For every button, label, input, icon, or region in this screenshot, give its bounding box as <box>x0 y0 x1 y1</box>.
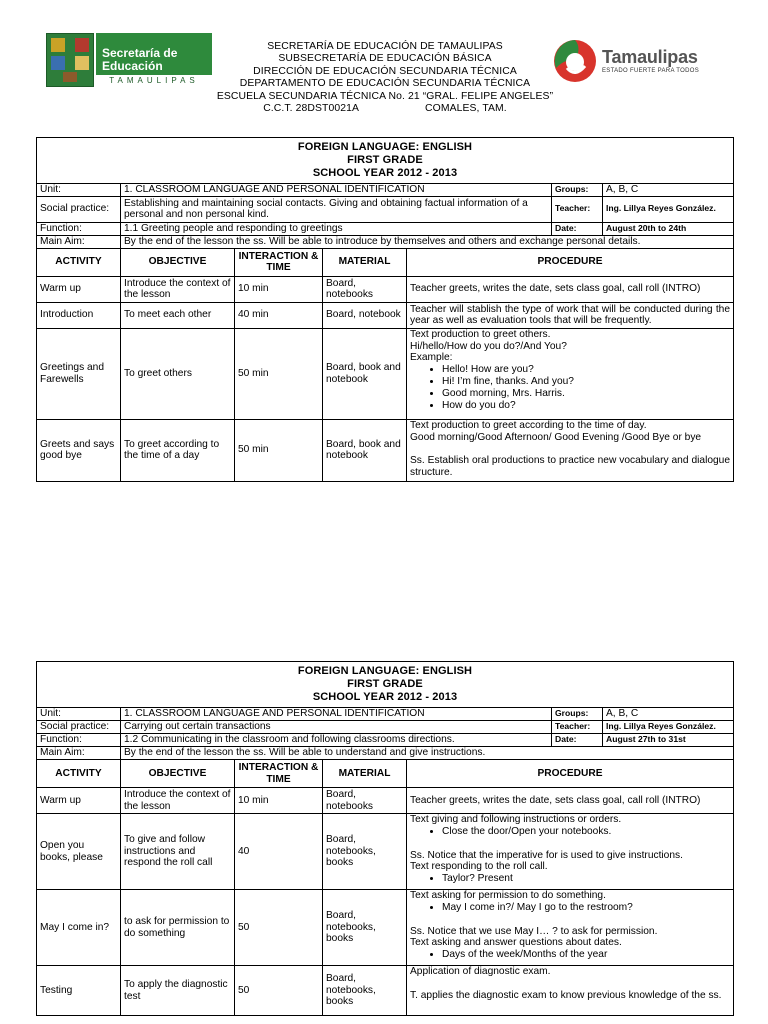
material-cell: Board, book and notebook <box>323 328 407 419</box>
social-practice-value: Establishing and maintaining social contacts. Giving and obtaining factual information of a personal and non personal kind. <box>121 196 552 222</box>
time-cell: 10 min <box>235 276 323 302</box>
list-item: • Days of the week/Months of the year <box>442 949 730 961</box>
procedure-line: Example: <box>410 352 453 364</box>
procedure-cell <box>407 890 734 966</box>
school-town: COMALES, TAM. <box>425 103 507 115</box>
title-line: SCHOOL YEAR 2012 - 2013 <box>312 691 458 703</box>
time-cell: 50 <box>235 890 323 966</box>
time-cell: 50 min <box>235 328 323 419</box>
tamaulipas-shield-icon <box>46 33 94 87</box>
list-item: • Hi! I’m fine, thanks. And you? <box>442 376 730 388</box>
objective-cell: Introduce the context of the lesson <box>121 276 235 302</box>
objective-cell: To greet others <box>121 328 235 419</box>
groups-label: Groups: <box>552 708 603 721</box>
list-item: • Taylor? Present <box>442 873 730 885</box>
heading-line: ESCUELA SECUNDARIA TÉCNICA No. 21 “GRAL. FELIPE ANGELES” <box>216 90 554 102</box>
unit-label: Unit: <box>37 708 121 721</box>
logo-line-2: Educación <box>102 59 163 73</box>
procedure-cell: Teacher greets, writes the date, sets class goal, call roll (INTRO) <box>407 788 734 814</box>
time-cell: 10 min <box>235 788 323 814</box>
social-practice-label: Social practice: <box>37 721 121 734</box>
activity-cell: Open you books, please <box>37 814 121 890</box>
activity-cell: Warm up <box>37 276 121 302</box>
table-row <box>37 419 734 481</box>
function-value: 1.1 Greeting people and responding to greetings <box>121 222 552 235</box>
date-value: August 27th to 31st <box>603 734 734 747</box>
social-practice-label: Social practice: <box>37 196 121 222</box>
material-cell: Board, notebooks <box>323 788 407 814</box>
heading-line: SECRETARÍA DE EDUCACIÓN DE TAMAULIPAS <box>267 41 503 52</box>
material-cell: Board, book and notebook <box>323 419 407 481</box>
procedure-line: Text production to greet others. <box>410 328 551 340</box>
procedure-line: Text asking and answer questions about dates. <box>410 937 622 949</box>
objective-cell: To apply the diagnostic test <box>121 966 235 1016</box>
tamaulipas-name: Tamaulipas <box>602 47 698 67</box>
activity-cell: Testing <box>37 966 121 1016</box>
column-header-procedure: PROCEDURE <box>407 760 734 788</box>
dates-list <box>410 949 730 961</box>
table-row <box>37 302 734 328</box>
unit-label: Unit: <box>37 184 121 197</box>
material-cell: Board, notebook <box>323 302 407 328</box>
table-row <box>37 276 734 302</box>
table-row <box>37 328 734 419</box>
time-cell: 40 min <box>235 302 323 328</box>
time-cell: 50 min <box>235 419 323 481</box>
objective-cell: To greet according to the time of a day <box>121 419 235 481</box>
activity-cell: Introduction <box>37 302 121 328</box>
list-item: • Hello! How are you? <box>442 364 730 376</box>
title-line: FIRST GRADE <box>347 154 423 166</box>
lesson-table <box>36 137 734 482</box>
teacher-label: Teacher: <box>552 196 603 222</box>
tamaulipas-slogan: ESTADO FUERTE PARA TODOS <box>602 68 699 74</box>
groups-label: Groups: <box>552 184 603 197</box>
title-line: SCHOOL YEAR 2012 - 2013 <box>312 167 458 179</box>
material-cell: Board, notebooks, books <box>323 890 407 966</box>
tamaulipas-government-logo <box>552 38 717 84</box>
school-cct: C.C.T. 28DST0021A <box>263 103 360 115</box>
procedure-cell <box>407 328 734 419</box>
column-header-material: MATERIAL <box>323 760 407 788</box>
school-code-line <box>200 103 570 115</box>
heading-line: SUBSECRETARÍA DE EDUCACIÓN BÁSICA <box>278 53 492 65</box>
procedure-line: Good morning/Good Afternoon/ Good Evening /Good Bye or bye <box>410 431 702 443</box>
lesson-plan-2 <box>36 661 733 1016</box>
activity-cell: Greetings and Farewells <box>37 328 121 419</box>
column-header-interaction-time: INTERACTION & TIME <box>235 760 323 788</box>
logo-line-3: TAMAULIPAS <box>96 75 212 87</box>
logo-line-1: Secretaría de <box>102 46 178 60</box>
main-aim-label: Main Aim: <box>37 747 121 760</box>
procedure-cell: Teacher will stablish the type of work that will be conducted during the year as well as evaluation tools that will be frequently. <box>407 302 734 328</box>
column-header-material: MATERIAL <box>323 248 407 276</box>
main-aim-value: By the end of the lesson the ss. Will be able to understand and give instructions. <box>121 747 734 760</box>
example-list <box>410 364 730 411</box>
procedure-line: Text responding to the roll call. <box>410 861 548 873</box>
list-item: • Good morning, Mrs. Harris. <box>442 388 730 400</box>
activity-cell: Greets and says good bye <box>37 419 121 481</box>
lesson-plan-1 <box>36 137 733 482</box>
title-line: FOREIGN LANGUAGE: ENGLISH <box>297 665 473 677</box>
list-item: • Close the door/Open your notebooks. <box>442 826 730 838</box>
column-header-activity: ACTIVITY <box>37 248 121 276</box>
title-line: FIRST GRADE <box>347 678 423 690</box>
procedure-line: Ss. Notice that the imperative for is used to give instructions. <box>410 849 683 861</box>
lesson-table <box>36 661 734 1016</box>
material-cell: Board, notebooks, books <box>323 966 407 1016</box>
function-label: Function: <box>37 734 121 747</box>
groups-value: A, B, C <box>603 708 734 721</box>
main-aim-label: Main Aim: <box>37 235 121 248</box>
lesson-title <box>37 662 734 708</box>
time-cell: 50 <box>235 966 323 1016</box>
activity-cell: May I come in? <box>37 890 121 966</box>
procedure-line: T. applies the diagnostic exam to know previous knowledge of the ss. <box>410 989 722 1001</box>
date-label: Date: <box>552 734 603 747</box>
procedure-line: Application of diagnostic exam. <box>410 966 551 977</box>
social-practice-value: Carrying out certain transactions <box>121 721 552 734</box>
procedure-cell <box>407 814 734 890</box>
objective-cell: to ask for permission to do something <box>121 890 235 966</box>
heading-line: DEPARTAMENTO DE EDUCACIÓN SECUNDARIA TÉCNICA <box>239 78 531 90</box>
material-cell: Board, notebooks <box>323 276 407 302</box>
teacher-value: Ing. Lillya Reyes González. <box>603 196 734 222</box>
column-header-objective: OBJECTIVE <box>121 248 235 276</box>
table-row <box>37 814 734 890</box>
tamaulipas-swirl-icon <box>552 38 598 84</box>
permission-list <box>410 902 730 914</box>
procedure-line: Hi/hello/How do you do?/And You? <box>410 340 567 352</box>
procedure-line: Text production to greet according to the time of day. <box>410 419 647 431</box>
teacher-value: Ing. Lillya Reyes González. <box>603 721 734 734</box>
date-label: Date: <box>552 222 603 235</box>
procedure-cell <box>407 966 734 1016</box>
procedure-cell <box>407 419 734 481</box>
secretaria-educacion-logo <box>46 33 212 87</box>
date-value: August 20th to 24th <box>603 222 734 235</box>
teacher-label: Teacher: <box>552 721 603 734</box>
column-header-procedure: PROCEDURE <box>407 248 734 276</box>
objective-cell: To meet each other <box>121 302 235 328</box>
time-cell: 40 <box>235 814 323 890</box>
main-aim-value: By the end of the lesson the ss. Will be able to introduce by themselves and others and exchange personal details. <box>121 235 734 248</box>
procedure-line: Text asking for permission to do something. <box>410 890 606 901</box>
list-item: • May I come in?/ May I go to the restroom? <box>442 902 730 914</box>
function-label: Function: <box>37 222 121 235</box>
list-item: • How do you do? <box>442 400 730 412</box>
function-value: 1.2 Communicating in the classroom and following classrooms directions. <box>121 734 552 747</box>
table-row <box>37 788 734 814</box>
column-header-interaction-time: INTERACTION & TIME <box>235 248 323 276</box>
roll-call-list <box>410 873 730 885</box>
material-cell: Board, notebooks, books <box>323 814 407 890</box>
activity-cell: Warm up <box>37 788 121 814</box>
document-header <box>0 0 768 125</box>
objective-cell: To give and follow instructions and respond the roll call <box>121 814 235 890</box>
procedure-line: Ss. Establish oral productions to practice new vocabulary and dialogue structure. <box>410 455 730 479</box>
objective-cell: Introduce the context of the lesson <box>121 788 235 814</box>
column-header-objective: OBJECTIVE <box>121 760 235 788</box>
heading-line: DIRECCIÓN DE EDUCACIÓN SECUNDARIA TÉCNICA <box>253 65 517 77</box>
unit-value: 1. CLASSROOM LANGUAGE AND PERSONAL IDENTIFICATION <box>121 708 552 721</box>
table-row <box>37 966 734 1016</box>
column-header-activity: ACTIVITY <box>37 760 121 788</box>
groups-value: A, B, C <box>603 184 734 197</box>
institution-heading <box>200 41 570 115</box>
title-line: FOREIGN LANGUAGE: ENGLISH <box>297 141 473 153</box>
instruction-list <box>410 826 730 838</box>
unit-value: 1. CLASSROOM LANGUAGE AND PERSONAL IDENTIFICATION <box>121 184 552 197</box>
table-row <box>37 890 734 966</box>
procedure-cell: Teacher greets, writes the date, sets class goal, call roll (INTRO) <box>407 276 734 302</box>
lesson-title <box>37 138 734 184</box>
procedure-line: Ss. Notice that we use May I… ? to ask for permission. <box>410 925 658 937</box>
procedure-line: Text giving and following instructions or orders. <box>410 814 622 825</box>
